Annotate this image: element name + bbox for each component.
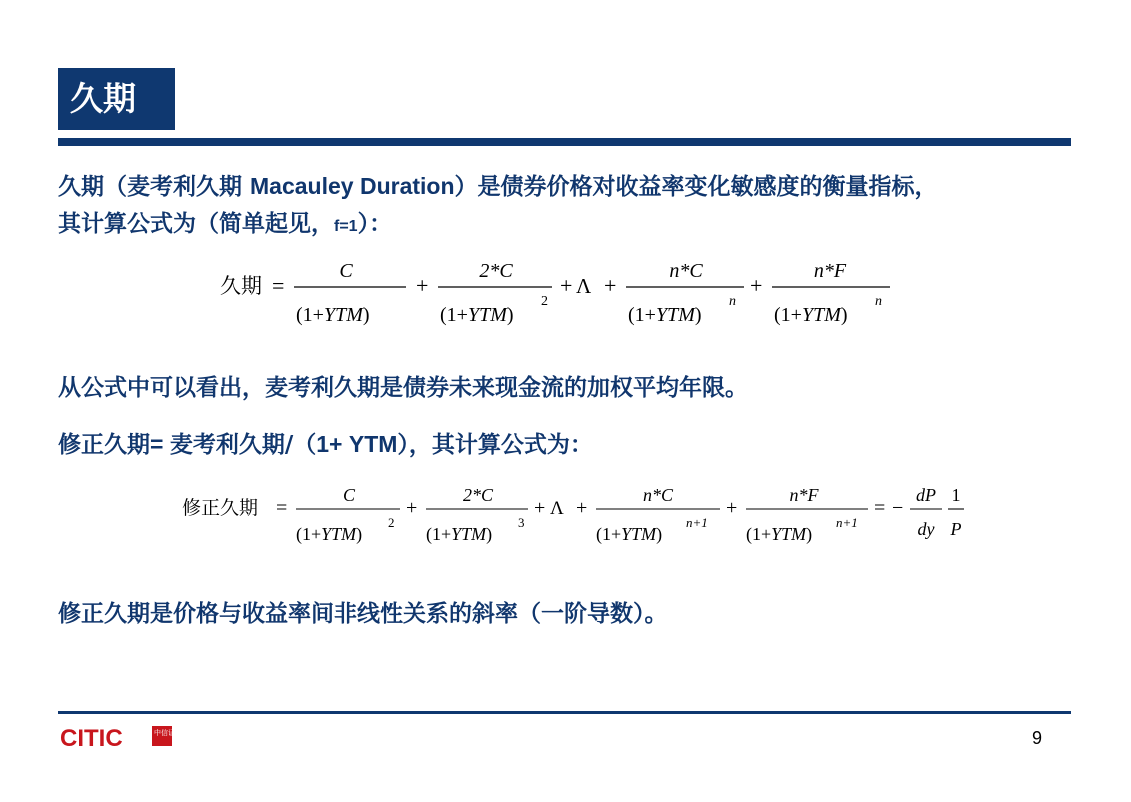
p4-prefix: 修正久期 xyxy=(58,432,150,458)
formula-1-svg xyxy=(210,255,910,335)
formula-2-lhs: 修正久期 xyxy=(182,498,259,519)
formula-2-equals: = xyxy=(276,497,288,519)
formula-2-num-4: n*F xyxy=(789,485,819,505)
logo-seal-chars: 中信证券 xyxy=(154,729,182,737)
p1-latin: Macauley Duration xyxy=(250,173,455,199)
formula-1-plus-1: + xyxy=(416,273,429,298)
formula-2-ellipsis: Λ xyxy=(550,498,564,519)
formula-2-exp-4: n+1 xyxy=(836,515,858,530)
formula-2-deriv-den: dy xyxy=(917,519,935,539)
p4-mid: 麦考利久期/（ xyxy=(169,432,317,458)
formula-2-den-4: (1+YTM) xyxy=(746,524,813,544)
paragraph-definition xyxy=(58,168,938,205)
p2-prefix: 其计算公式为（简单起见， xyxy=(58,211,334,237)
formula-2-num-1: C xyxy=(342,485,356,505)
bottom-divider xyxy=(58,711,1071,714)
p4-latin: 1+ YTM xyxy=(316,431,398,457)
formula-1-num-3: n*C xyxy=(669,260,703,282)
p2-suffix: ）： xyxy=(357,211,393,237)
formula-2-plus-ellipsis: + xyxy=(534,497,546,519)
formula-1-exp-2: 2 xyxy=(541,294,548,309)
formula-1-lhs: 久期 xyxy=(220,274,262,298)
formula-2-plus-2: + xyxy=(576,497,588,519)
paragraph-weighted-average: 从公式中可以看出，麦考利久期是债券未来现金流的加权平均年限。 xyxy=(58,375,748,401)
formula-1-plus-ellipsis: + xyxy=(560,273,573,298)
formula-1-den-3: (1+YTM) xyxy=(628,304,702,326)
paragraph-slope: 修正久期是价格与收益率间非线性关系的斜率（一阶导数）。 xyxy=(58,601,668,627)
formula-1-exp-4: n xyxy=(875,294,882,309)
formula-1-plus-3: + xyxy=(750,273,763,298)
top-divider xyxy=(58,138,1071,146)
formula-1-den-4: (1+YTM) xyxy=(774,304,848,326)
formula-1-den-2: (1+YTM) xyxy=(440,304,514,326)
formula-2-inv-num: 1 xyxy=(951,485,961,505)
formula-2-svg xyxy=(172,480,972,552)
formula-macaulay-duration xyxy=(210,255,910,340)
formula-2-num-3: n*C xyxy=(642,485,674,505)
formula-2-equals-2: = xyxy=(874,497,886,519)
slide-title: 久期 xyxy=(58,68,175,130)
formula-1-num-4: n*F xyxy=(813,260,847,282)
formula-2-exp-2: 3 xyxy=(518,515,525,530)
formula-2-den-3: (1+YTM) xyxy=(596,524,663,544)
page-number: 9 xyxy=(1032,728,1043,748)
formula-2-inv-den: P xyxy=(950,519,962,539)
formula-2-den-1: (1+YTM) xyxy=(296,524,363,544)
formula-2-num-2: 2*C xyxy=(462,485,494,505)
formula-2-minus: − xyxy=(892,497,904,519)
formula-1-ellipsis: Λ xyxy=(576,274,592,298)
p4-suffix: ），其计算公式为： xyxy=(397,432,593,458)
paragraph-modified-duration xyxy=(58,426,593,463)
formula-2-deriv-num: dP xyxy=(916,485,936,505)
formula-2-exp-3: n+1 xyxy=(686,515,708,530)
citic-logo-svg xyxy=(60,722,182,754)
p4-eq: = xyxy=(150,431,170,457)
formula-1-exp-3: n xyxy=(729,294,736,309)
p2-small: f=1 xyxy=(334,218,358,235)
p1-prefix: 久期（麦考利久期 xyxy=(58,174,251,200)
formula-2-den-2: (1+YTM) xyxy=(426,524,493,544)
citic-logo xyxy=(60,722,182,754)
formula-2-plus-1: + xyxy=(406,497,418,519)
formula-1-num-2: 2*C xyxy=(479,260,513,282)
formula-1-plus-2: + xyxy=(604,273,617,298)
formula-1-num-1: C xyxy=(339,260,353,282)
formula-1-den-1: (1+YTM) xyxy=(296,304,370,326)
formula-1-equals: = xyxy=(272,273,285,298)
p1-suffix: ）是债券价格对收益率变化敏感度的衡量指标， xyxy=(454,174,938,200)
formula-2-plus-3: + xyxy=(726,497,738,519)
logo-text: CITIC xyxy=(60,725,123,752)
paragraph-formula-intro xyxy=(58,206,392,245)
formula-modified-duration xyxy=(172,480,972,557)
formula-2-exp-1: 2 xyxy=(388,515,395,530)
